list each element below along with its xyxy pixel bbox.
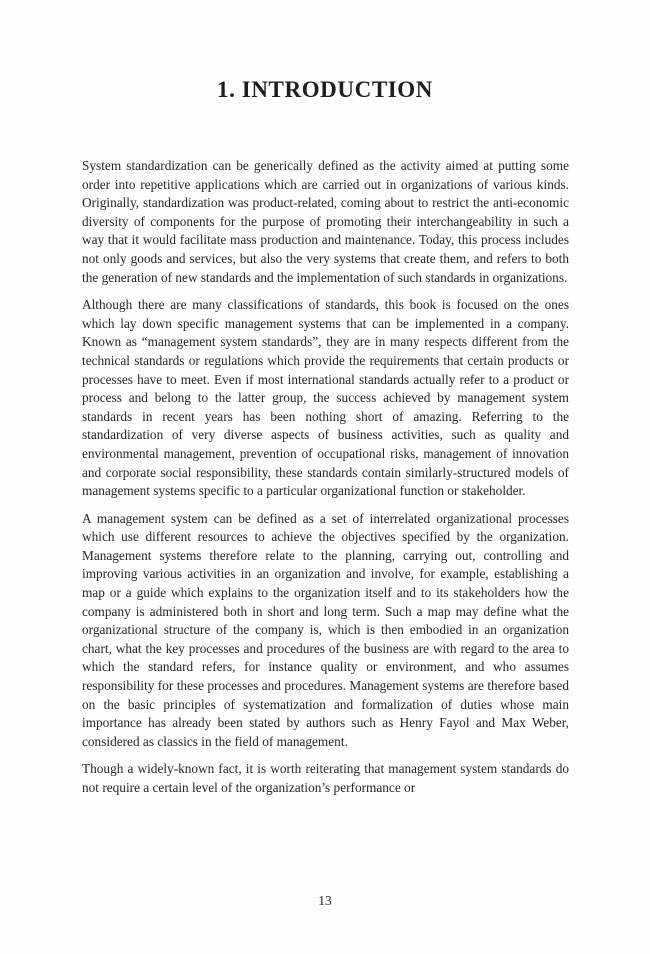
chapter-title: 1. INTRODUCTION	[216, 77, 434, 102]
paragraph-1: System standardization can be generically defined as the activity aimed at putting some order into repetitive applications which are carried out in organizations of various kinds. Originally, standardization was product-related, coming about to restrict the anti-economic diversity of components for the purpose of promoting their interchangeability in such a way that it would facilitate mass production and maintenance. Today, this process includes not only goods and services, but also the very systems that create them, and refers to both the generation of new standards and the implementation of such standards in organizations.	[82, 158, 569, 285]
paragraph-2: Although there are many classifications of standards, this book is focused on the ones which lay down specific management systems that can be implemented in a company. Known as “management system standards”, they are in many respects different from the technical standards or regulations which provide the requirements that certain products or processes have to meet. Even if most international standards actually refer to a product or process and belong to the latter group, the success achieved by management system standards in recent years has been nothing short of amazing. Referring to the standardization of very diverse aspects of business activities, such as quality and environmental management, prevention of occupational risks, management of innovation and corporate social responsibility, these standards contain similarly-structured models of management systems specific to a particular organizational function or stakeholder.	[82, 297, 569, 499]
paragraph-3: A management system can be defined as a set of interrelated organizational processes which use different resources to achieve the objectives specified by the organization. Management systems therefore relate to the planning, carrying out, controlling and improving various activities in an organization and involve, for example, establishing a map or a guide which explains to the organization itself and to its stakeholders how the company is administered both in short and long term. Such a map may define what the organizational structure of the company is, which is then embodied in an organization chart, what the key processes and procedures of the business are with regard to the area to which the standard refers, for instance quality or environment, and who assumes responsibility for these processes and procedures. Management systems are therefore based on the basic principles of systematization and formalization of duties whose main importance has already been stated by authors such as Henry Fayol and Max Weber, considered as classics in the field of management.	[82, 510, 569, 749]
page-number: 13	[318, 893, 332, 908]
paragraph-4: Though a widely-known fact, it is worth reiterating that management system standards do not require a certain level of the organization’s performance or	[82, 761, 569, 795]
body-text	[82, 157, 569, 807]
